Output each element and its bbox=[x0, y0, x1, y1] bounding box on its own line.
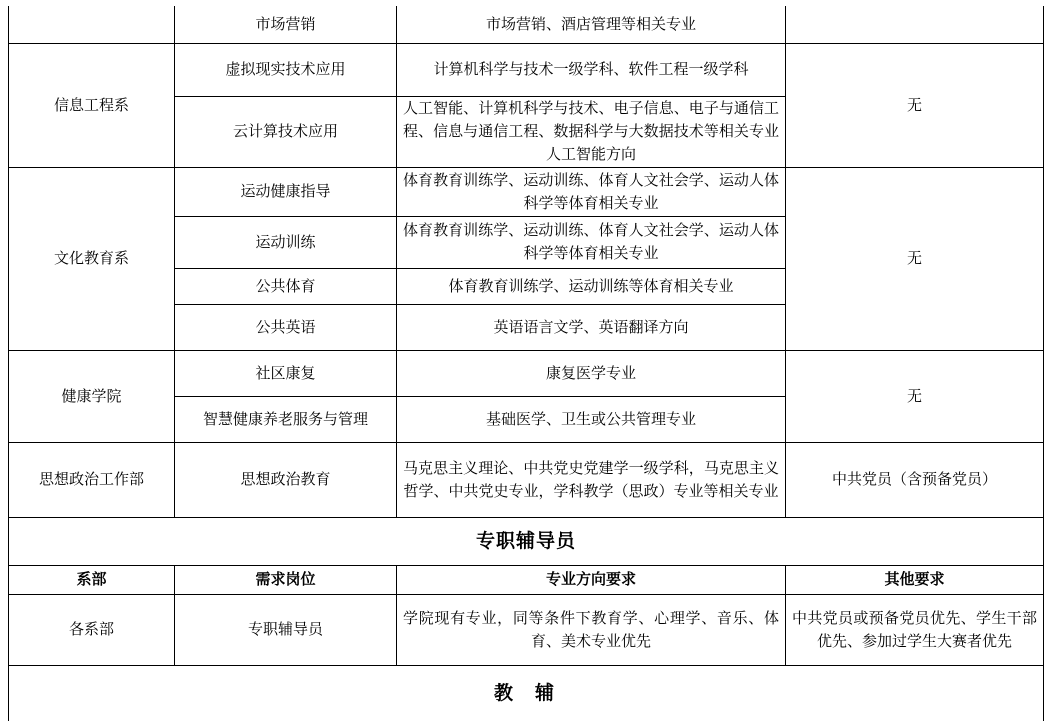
position-cell: 思想政治教育 bbox=[175, 442, 397, 517]
table-row bbox=[9, 350, 1044, 396]
header-other: 其他要求 bbox=[786, 565, 1044, 594]
header-position: 需求岗位 bbox=[175, 565, 397, 594]
section-title-teaching: 教辅 bbox=[9, 665, 1044, 721]
major-cell: 英语语言文学、英语翻译方向 bbox=[397, 304, 786, 350]
other-cell: 无 bbox=[786, 350, 1044, 442]
major-cell: 体育教育训练学、运动训练等体育相关专业 bbox=[397, 268, 786, 304]
position-cell: 虚拟现实技术应用 bbox=[175, 43, 397, 96]
dept-cell: 文化教育系 bbox=[9, 167, 175, 350]
position-cell: 专职辅导员 bbox=[175, 594, 397, 665]
header-dept: 系部 bbox=[9, 565, 175, 594]
position-cell: 公共体育 bbox=[175, 268, 397, 304]
major-cell: 体育教育训练学、运动训练、体育人文社会学、运动人体科学等体育相关专业 bbox=[397, 167, 786, 216]
header-row bbox=[9, 565, 1044, 594]
position-cell: 运动健康指导 bbox=[175, 167, 397, 216]
section-row bbox=[9, 517, 1044, 565]
dept-cell: 思想政治工作部 bbox=[9, 442, 175, 517]
other-cell: 无 bbox=[786, 167, 1044, 350]
major-cell: 计算机科学与技术一级学科、软件工程一级学科 bbox=[397, 43, 786, 96]
major-cell: 体育教育训练学、运动训练、体育人文社会学、运动人体科学等体育相关专业 bbox=[397, 216, 786, 268]
position-cell: 运动训练 bbox=[175, 216, 397, 268]
table-row bbox=[9, 594, 1044, 665]
major-cell: 学院现有专业，同等条件下教育学、心理学、音乐、体育、美术专业优先 bbox=[397, 594, 786, 665]
dept-cell: 信息工程系 bbox=[9, 43, 175, 167]
position-cell: 智慧健康养老服务与管理 bbox=[175, 396, 397, 442]
major-cell: 康复医学专业 bbox=[397, 350, 786, 396]
other-cell: 中共党员或预备党员优先、学生干部优先、参加过学生大赛者优先 bbox=[786, 594, 1044, 665]
major-cell: 马克思主义理论、中共党史党建学一级学科，马克思主义哲学、中共党史专业，学科教学（思政）专业等相关专业 bbox=[397, 442, 786, 517]
table-row bbox=[9, 442, 1044, 517]
other-cell: 无 bbox=[786, 43, 1044, 167]
position-cell: 市场营销 bbox=[175, 6, 397, 43]
section-title-counselor: 专职辅导员 bbox=[9, 517, 1044, 565]
dept-cell: 健康学院 bbox=[9, 350, 175, 442]
major-cell: 基础医学、卫生或公共管理专业 bbox=[397, 396, 786, 442]
table-row bbox=[9, 43, 1044, 96]
header-major: 专业方向要求 bbox=[397, 565, 786, 594]
position-cell: 社区康复 bbox=[175, 350, 397, 396]
table-row bbox=[9, 6, 1044, 43]
dept-cell: 各系部 bbox=[9, 594, 175, 665]
table-row bbox=[9, 167, 1044, 216]
major-cell: 人工智能、计算机科学与技术、电子信息、电子与通信工程、信息与通信工程、数据科学与大数据技术等相关专业人工智能方向 bbox=[397, 96, 786, 167]
other-cell bbox=[786, 6, 1044, 43]
section-row bbox=[9, 665, 1044, 721]
recruitment-table bbox=[8, 6, 1044, 721]
major-cell: 市场营销、酒店管理等相关专业 bbox=[397, 6, 786, 43]
dept-cell bbox=[9, 6, 175, 43]
other-cell: 中共党员（含预备党员） bbox=[786, 442, 1044, 517]
position-cell: 云计算技术应用 bbox=[175, 96, 397, 167]
position-cell: 公共英语 bbox=[175, 304, 397, 350]
